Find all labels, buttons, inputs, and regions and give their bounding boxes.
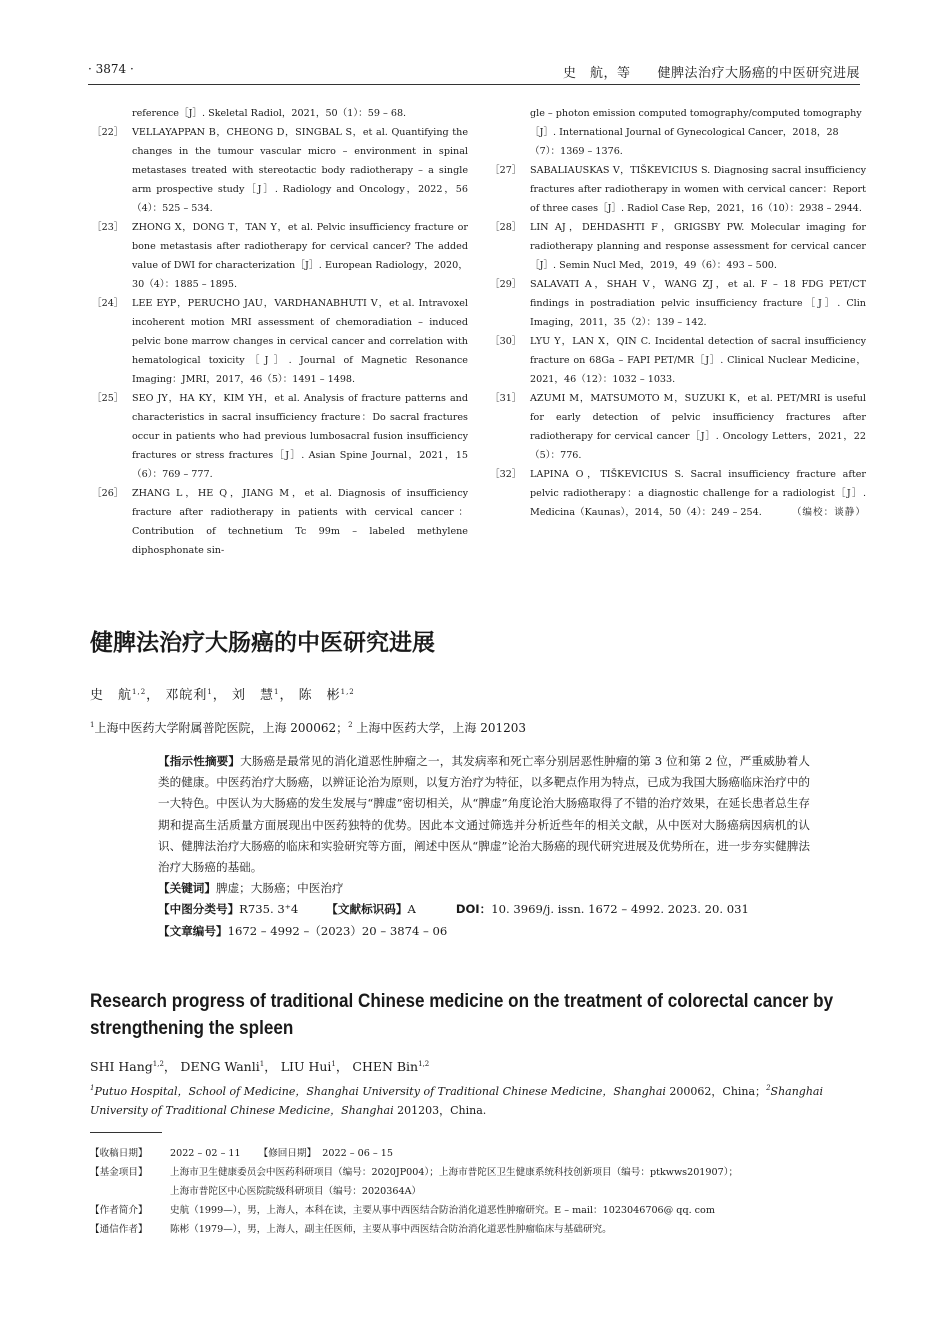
- article-number-label: 【文章编号】: [158, 923, 228, 938]
- abstract-block: [158, 751, 810, 942]
- author-separator: ，: [212, 688, 227, 703]
- english-affiliations: [90, 1082, 862, 1120]
- page-number: · 3874 ·: [88, 62, 134, 76]
- reference-text: LIN AJ，DEHDASHTI F，GRIGSBY PW. Molecular imaging for radiotherapy planning and response assessment for cervical cancer［J］. Semin Nucl Med，2019，49（6）：493 – 500.: [530, 222, 866, 271]
- author-name: 陈 彬: [298, 688, 341, 703]
- corresponding-author-label: 【通信作者】: [90, 1224, 148, 1235]
- revised-label: 【修回日期】: [258, 1148, 317, 1159]
- author-name: LIU Hui: [280, 1059, 332, 1074]
- author-bio-label: 【作者简介】: [90, 1205, 148, 1216]
- author-affil-sup: 1,2: [132, 688, 147, 696]
- affiliation-1: 上海中医药大学附属普陀医院，上海 200062；: [94, 721, 349, 735]
- reference-entry: [92, 218, 468, 294]
- english-title: Research progress of traditional Chinese medicine on the treatment of colorectal cancer by strengthening the spleen: [90, 991, 834, 1039]
- reference-text: LEE EYP，PERUCHO JAU，VARDHANABHUTI V，et al. Intravoxel incoherent motion MRI assessment of chemoradiation – induced pelvic bone marrow changes in cervical cancer and correlation with hematological toxicity［J］. Journal of Magnetic Resonance Imaging：JMRI，2017，46（5）：1491 – 1498.: [132, 298, 468, 385]
- affil-sup: 2: [766, 1084, 771, 1092]
- reference-text: AZUMI M，MATSUMOTO M，SUZUKI K，et al. PET/MRI is useful for early detection of pelvic insufficiency fractures after radiotherapy for cervical cancer［J］. Oncology Letters，2021，22（5）：776.: [530, 393, 866, 461]
- references-left-column: [92, 104, 468, 560]
- reference-entry: [92, 294, 468, 389]
- doc-code: A: [407, 902, 416, 917]
- author-name: 史 航: [90, 688, 133, 703]
- author-separator: ，: [146, 688, 161, 703]
- affil-sup: 1: [90, 1084, 95, 1092]
- author-affil-sup: 1: [331, 1060, 336, 1068]
- reference-text: SABALIAUSKAS V，TIŠKEVICIUS S. Diagnosing sacral insufficiency fractures after radiotherapy in women with cervical cancer：Report of three cases［J］. Radiol Case Rep，2021，16（10）：2938 – 2944.: [530, 165, 866, 214]
- dates-line: [90, 1144, 862, 1163]
- corresponding-author-line: [90, 1220, 862, 1239]
- page-header: [88, 62, 860, 84]
- clc-label: 【中图分类号】: [158, 902, 240, 917]
- author-bio: 史航（1999—），男，上海人，本科在读，主要从事中西医结合防治消化道恶性肿瘤研究。E – mail：1023046706@ qq. com: [170, 1205, 715, 1216]
- reference-entry: gle – photon emission computed tomography/computed tomography［J］. International Journal of Gynecological Cancer，2018，28（7）：1369 – 1376.: [530, 108, 862, 157]
- author-affil-sup: 1: [259, 1060, 265, 1068]
- reference-number: ［29］: [490, 279, 522, 290]
- fund-text: [170, 1163, 862, 1201]
- fund-line: [90, 1163, 862, 1201]
- reference-entry: [92, 389, 468, 484]
- doc-code-label: 【文献标识码】: [326, 902, 408, 917]
- author-separator: ，: [163, 1059, 177, 1074]
- footnote-divider: [90, 1132, 162, 1133]
- reference-number: ［22］: [92, 127, 124, 138]
- affil-sup: 2: [348, 721, 353, 729]
- revised-date: 2022 – 06 – 15: [322, 1148, 393, 1159]
- editor-note: （编校：谈静）: [791, 507, 866, 518]
- reference-number: ［30］: [490, 336, 522, 347]
- reference-entry: [92, 123, 468, 218]
- reference-number: ［25］: [92, 393, 124, 404]
- abstract: [158, 751, 810, 878]
- reference-text: ZHANG L，HE Q，JIANG M，et al. Diagnosis of insufficiency fracture after radiotherapy in patients with cervical cancer：Contribution of technetium Tc 99m – labeled methylene diphosphonate sin-: [132, 488, 468, 556]
- running-title: 史 航，等 健脾法治疗大肠癌的中医研究进展: [562, 66, 860, 81]
- reference-entry: [490, 218, 866, 275]
- reference-entry: reference［J］. Skeletal Radiol，2021，50（1）：59 – 68.: [132, 108, 407, 119]
- keywords-label: 【关键词】: [158, 881, 216, 896]
- fund-line-1: 上海市卫生健康委员会中医药科研项目（编号：2020JP004）；上海市普陀区卫生健康系统科技创新项目（编号：ptkwws201907）；: [170, 1167, 739, 1178]
- author-affil-sup: 1,2: [418, 1060, 430, 1068]
- doi-label: DOI：: [455, 902, 492, 917]
- author-list: [90, 684, 355, 703]
- author-affil-sup: 1: [273, 688, 280, 696]
- author-separator: ，: [335, 1059, 349, 1074]
- reference-text: VELLAYAPPAN B，CHEONG D，SINGBAL S，et al. Quantifying the changes in the tumour vascular micro – environment in spinal metastases treated with stereotactic body radiotherapy – a single arm prospective study［J］. Radiology and Oncology，2022，56（4）：525 – 534.: [132, 127, 468, 214]
- reference-entry: [490, 465, 866, 522]
- fund-line-2: 上海市普陀区中心医院院级科研项目（编号：2020364A）: [170, 1186, 422, 1197]
- abstract-label: 【指示性摘要】: [158, 754, 241, 768]
- reference-entry: [490, 389, 866, 465]
- affil-sup: 1: [90, 721, 95, 729]
- dates-text: [170, 1144, 862, 1163]
- header-divider: [88, 84, 860, 85]
- author-name: DENG Wanli: [180, 1059, 260, 1074]
- author-name: SHI Hang: [90, 1059, 153, 1074]
- reference-entry: [92, 484, 468, 560]
- fund-label: 【基金项目】: [90, 1167, 148, 1178]
- received-date: 2022 – 02 – 11: [170, 1148, 241, 1159]
- reference-number: ［23］: [92, 222, 124, 233]
- affiliations: [90, 719, 526, 736]
- classification-line: [158, 899, 810, 920]
- author-separator: ，: [264, 1059, 277, 1074]
- affiliation-2: 上海中医药大学，上海 201203: [352, 721, 527, 735]
- reference-number: ［24］: [92, 298, 124, 309]
- reference-text: SEO JY，HA KY，KIM YH，et al. Analysis of fracture patterns and characteristics in sacral insufficiency fracture：Do sacral fractures occur in patients who had previous lumbosacral fusion insufficiency fractures or stress fractures［J］. Asian Spine Journal，2021，15（6）：769 – 777.: [132, 393, 468, 480]
- author-name: 邓皖利: [165, 688, 208, 703]
- clc-number: R735. 3⁺4: [239, 902, 299, 917]
- author-affil-sup: 1,2: [152, 1060, 164, 1068]
- reference-number: ［32］: [490, 469, 522, 480]
- author-separator: ，: [279, 688, 294, 703]
- english-affiliation-1: Putuo Hospital，School of Medicine，Shanghai University of Traditional Chinese Medicine，Shanghai: [94, 1085, 670, 1098]
- reference-entry: [490, 161, 866, 218]
- author-bio-line: [90, 1201, 862, 1220]
- english-affiliation-1-code: 200062，China；: [669, 1085, 767, 1098]
- reference-number: ［28］: [490, 222, 522, 233]
- article-number: 1672 – 4992 –（2023）20 – 3874 – 06: [227, 923, 448, 938]
- received-label: 【收稿日期】: [90, 1148, 148, 1159]
- reference-text: [530, 465, 866, 522]
- author-affil-sup: 1: [207, 688, 213, 696]
- author-affil-sup: 1,2: [340, 688, 355, 696]
- reference-text: SALAVATI A，SHAH V，WANG ZJ，et al. F – 18 FDG PET/CT findings in postradiation pelvic insufficiency fracture［J］. Clin Imaging，2011，35（2）：139 – 142.: [530, 279, 866, 328]
- english-author-list: [90, 1057, 429, 1075]
- english-affiliation-2-code: 201203，China.: [397, 1104, 487, 1117]
- reference-number: ［27］: [490, 165, 522, 176]
- keywords-line: [158, 878, 810, 899]
- article-title: 健脾法治疗大肠癌的中医研究进展: [90, 630, 435, 656]
- corresponding-author: 陈彬（1979—），男，上海人，副主任医师，主要从事中西医结合防治消化道恶性肿瘤临床与基础研究。: [170, 1224, 612, 1235]
- author-name: 刘 慧: [231, 688, 274, 703]
- footnotes: [90, 1144, 862, 1239]
- references-right-column: [490, 104, 866, 522]
- reference-text: LYU Y，LAN X，QIN C. Incidental detection of sacral insufficiency fracture on 68Ga – FAPI PET/MR［J］. Clinical Nuclear Medicine，2021，46（12）：1032 – 1033.: [530, 336, 866, 385]
- reference-entry: [490, 332, 866, 389]
- english-affiliation-2: Shanghai University of Traditional Chinese Medicine，Shanghai: [90, 1085, 823, 1117]
- keywords: 脾虚；大肠癌；中医治疗: [215, 881, 344, 896]
- reference-text-body: LAPINA O，TIŠKEVICIUS S. Sacral insufficiency fracture after pelvic radiotherapy：a diagnostic challenge for a radiologist［J］. Medicina（Kaunas），2014，50（4）：249 – 254.: [530, 469, 866, 518]
- reference-text: ZHONG X，DONG T，TAN Y，et al. Pelvic insufficiency fracture or bone metastasis after radiotherapy for cervical cancer? The added value of DWI for characterization［J］. European Radiology，2020，30（4）：1885 – 1895.: [132, 222, 468, 290]
- reference-entry: [490, 275, 866, 332]
- author-name: CHEN Bin: [352, 1059, 419, 1074]
- article-number-line: [158, 921, 810, 942]
- doi: 10. 3969/j. issn. 1672 – 4992. 2023. 20. 031: [491, 902, 749, 917]
- reference-number: ［26］: [92, 488, 124, 499]
- reference-number: ［31］: [490, 393, 522, 404]
- abstract-text: 大肠癌是最常见的消化道恶性肿瘤之一，其发病率和死亡率分别居恶性肿瘤的第 3 位和第 2 位，严重威胁着人类的健康。中医药治疗大肠癌，以辨证论治为原则，以复方治疗为特征，以多靶点作用为特点，已成为我国大肠癌临床治疗中的一大特色。中医认为大肠癌的发生发展与“脾虚”密切相关，从“脾虚”角度论治大肠癌取得了不错的治疗效果，在延长患者总生存期和提高生活质量方面展现出中医药独特的优势。因此本文通过筛选并分析近些年的相关文献，从中医对大肠癌病因病机的认识、健脾法治疗大肠癌的临床和实验研究等方面，阐述中医从“脾虚”论治大肠癌的现代研究进展及优势所在，进一步夯实健脾法治疗大肠癌的基础。: [158, 754, 810, 875]
